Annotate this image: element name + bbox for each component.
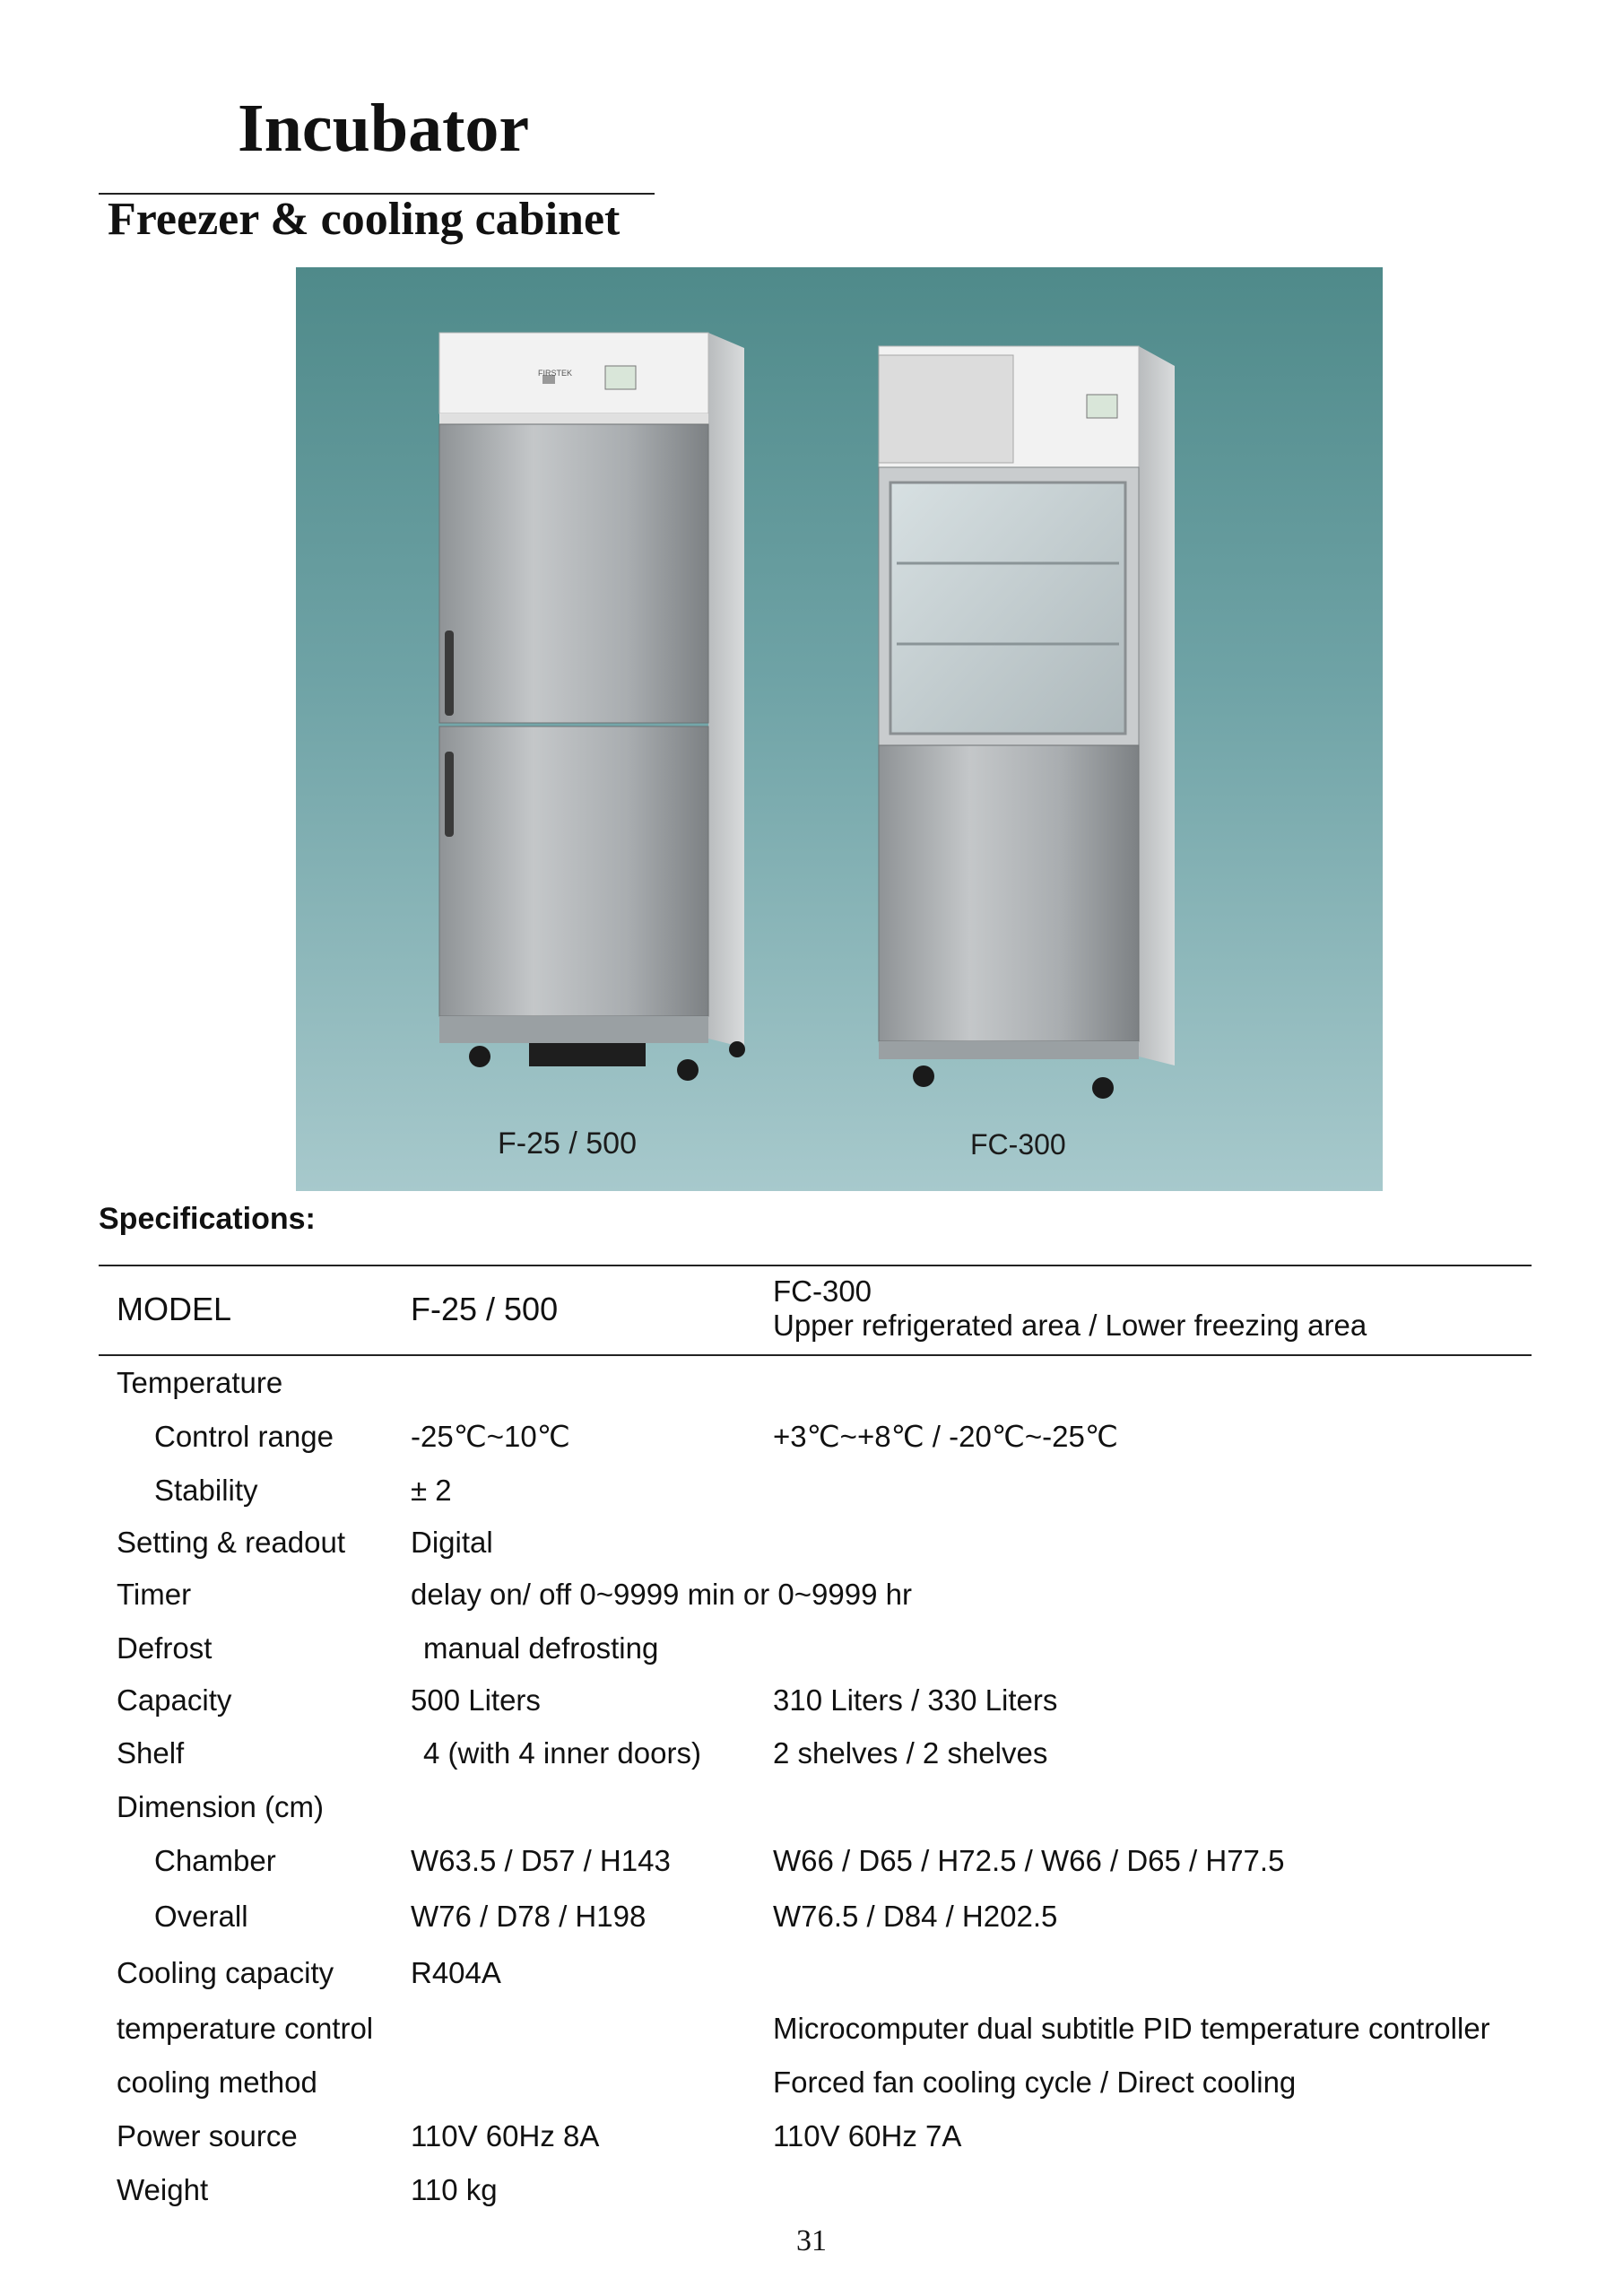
spec-row-fc300-value: 110V 60Hz 7A <box>773 2119 962 2152</box>
spec-row-f25-value: 110V 60Hz 8A <box>411 2119 600 2152</box>
table-top-rule <box>99 1265 1532 1266</box>
spec-row-label: Power source <box>117 2119 298 2152</box>
spec-row-fc300-value: 2 shelves / 2 shelves <box>773 1736 1048 1770</box>
header-col2-line2: Upper refrigerated area / Lower freezing area <box>773 1309 1367 1342</box>
spec-row-label: cooling method <box>117 2066 317 2099</box>
spec-row-fc300-value: +3℃~+8℃ / -20℃~-25℃ <box>773 1420 1118 1453</box>
spec-row-label: temperature control <box>117 2012 374 2045</box>
left-cabinet <box>439 333 745 1081</box>
photo-caption-left: F-25 / 500 <box>498 1126 637 1161</box>
spec-row-fc300-value: Forced fan cooling cycle / Direct cooling <box>773 2066 1297 2099</box>
spec-row-label: Capacity <box>117 1683 232 1717</box>
spec-row-label: Weight <box>117 2173 209 2206</box>
spec-row-f25-value: 110 kg <box>411 2173 498 2206</box>
header-col2-line1: FC-300 <box>773 1274 872 1308</box>
spec-row-f25-value: -25℃~10℃ <box>411 1420 570 1453</box>
table-header-rule <box>99 1354 1532 1356</box>
page-subtitle: Freezer & cooling cabinet <box>108 194 621 245</box>
page-number: 31 <box>796 2224 827 2257</box>
brand-mark-left: FIRSTEK <box>538 369 573 378</box>
spec-row-label: Temperature <box>117 1366 283 1399</box>
spec-row-label: Chamber <box>154 1844 276 1877</box>
spec-row-f25-value: W76 / D78 / H198 <box>411 1900 647 1933</box>
product-photo <box>296 267 1383 1191</box>
spec-row-label: Defrost <box>117 1631 213 1665</box>
spec-row-f25-value: 500 Liters <box>411 1683 541 1717</box>
spec-row-label: Shelf <box>117 1736 185 1770</box>
header-label: MODEL <box>117 1291 232 1327</box>
spec-row-f25-value: R404A <box>411 1956 501 1989</box>
spec-row-f25-value: Digital <box>411 1526 493 1559</box>
spec-row-f25-value: W63.5 / D57 / H143 <box>411 1844 671 1877</box>
spec-row-label: Timer <box>117 1578 192 1611</box>
spec-row-label: Stability <box>154 1474 258 1507</box>
spec-row-label: Overall <box>154 1900 248 1933</box>
spec-row-label: Setting & readout <box>117 1526 346 1559</box>
spec-row-fc300-value: 310 Liters / 330 Liters <box>773 1683 1058 1717</box>
photo-caption-right: FC-300 <box>970 1128 1066 1161</box>
spec-row-fc300-value: Microcomputer dual subtitle PID temperature controller <box>773 2012 1490 2045</box>
page-title: Incubator <box>238 91 530 166</box>
spec-row-f25-value: delay on/ off 0~9999 min or 0~9999 hr <box>411 1578 912 1611</box>
right-cabinet <box>879 346 1175 1099</box>
spec-row-label: Control range <box>154 1420 334 1453</box>
header-col1: F-25 / 500 <box>411 1291 559 1327</box>
spec-row-label: Dimension (cm) <box>117 1790 325 1823</box>
spec-row-f25-value: ± 2 <box>411 1474 452 1507</box>
spec-row-f25-value: manual defrosting <box>423 1631 659 1665</box>
cabinets-illustration <box>296 267 1383 1191</box>
spec-row-fc300-value: W76.5 / D84 / H202.5 <box>773 1900 1058 1933</box>
spec-heading: Specifications: <box>99 1202 316 1236</box>
spec-row-fc300-value: W66 / D65 / H72.5 / W66 / D65 / H77.5 <box>773 1844 1285 1877</box>
spec-row-f25-value: 4 (with 4 inner doors) <box>423 1736 701 1770</box>
spec-row-label: Cooling capacity <box>117 1956 334 1989</box>
